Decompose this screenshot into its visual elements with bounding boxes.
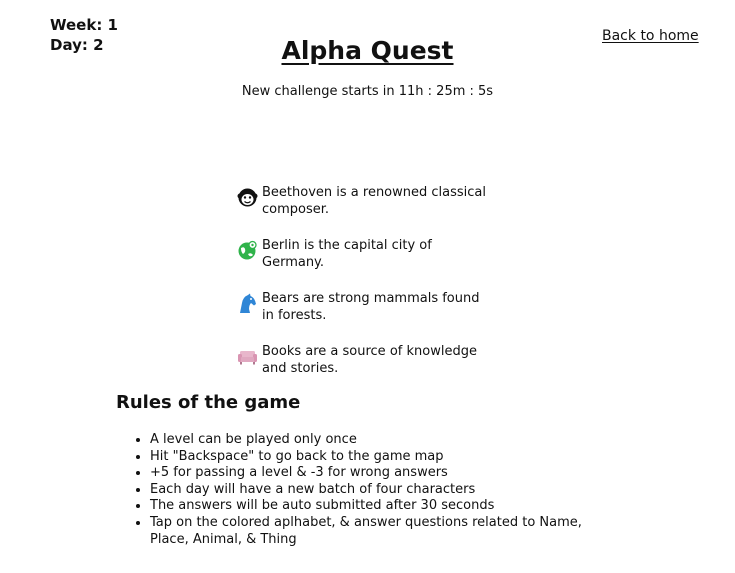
rule-item: • Tap on the colored aplhabet, & answer questions related to Name, Place, Animal, & Thing	[150, 515, 610, 548]
page-title: Alpha Quest	[281, 36, 454, 65]
rule-item: • Hit "Backspace" to go back to the game map	[150, 449, 610, 466]
character-clue: Books are a source of knowledge and stories.	[262, 344, 477, 376]
rules-list	[133, 432, 610, 548]
character-clue: Beethoven is a renowned classical composer.	[262, 185, 486, 217]
character-clue: Bears are strong mammals found in forests.	[262, 291, 480, 323]
globe-pin-icon[interactable]	[237, 240, 258, 261]
horse-head-icon[interactable]	[237, 293, 258, 314]
character-item-b-2[interactable]	[236, 237, 486, 271]
sofa-icon[interactable]	[237, 346, 258, 367]
character-list	[236, 184, 486, 396]
day-label: Day: 2	[50, 36, 104, 54]
character-item-b-4[interactable]	[236, 343, 486, 377]
rule-item: • The answers will be auto submitted after 30 seconds	[150, 498, 610, 515]
monkey-face-icon[interactable]	[237, 187, 258, 208]
character-item-b-1[interactable]	[236, 184, 486, 218]
challenge-countdown: New challenge starts in 11h : 25m : 5s	[241, 84, 494, 99]
rule-item: • Each day will have a new batch of four characters	[150, 482, 610, 499]
rules-heading: Rules of the game	[116, 392, 301, 413]
rule-item: • +5 for passing a level & -3 for wrong answers	[150, 465, 610, 482]
week-label: Week: 1	[50, 16, 118, 34]
character-item-b-3[interactable]	[236, 290, 486, 324]
back-to-home-link[interactable]: Back to home	[602, 28, 699, 44]
rule-item: • A level can be played only once	[150, 432, 610, 449]
character-clue: Berlin is the capital city of Germany.	[262, 238, 432, 270]
